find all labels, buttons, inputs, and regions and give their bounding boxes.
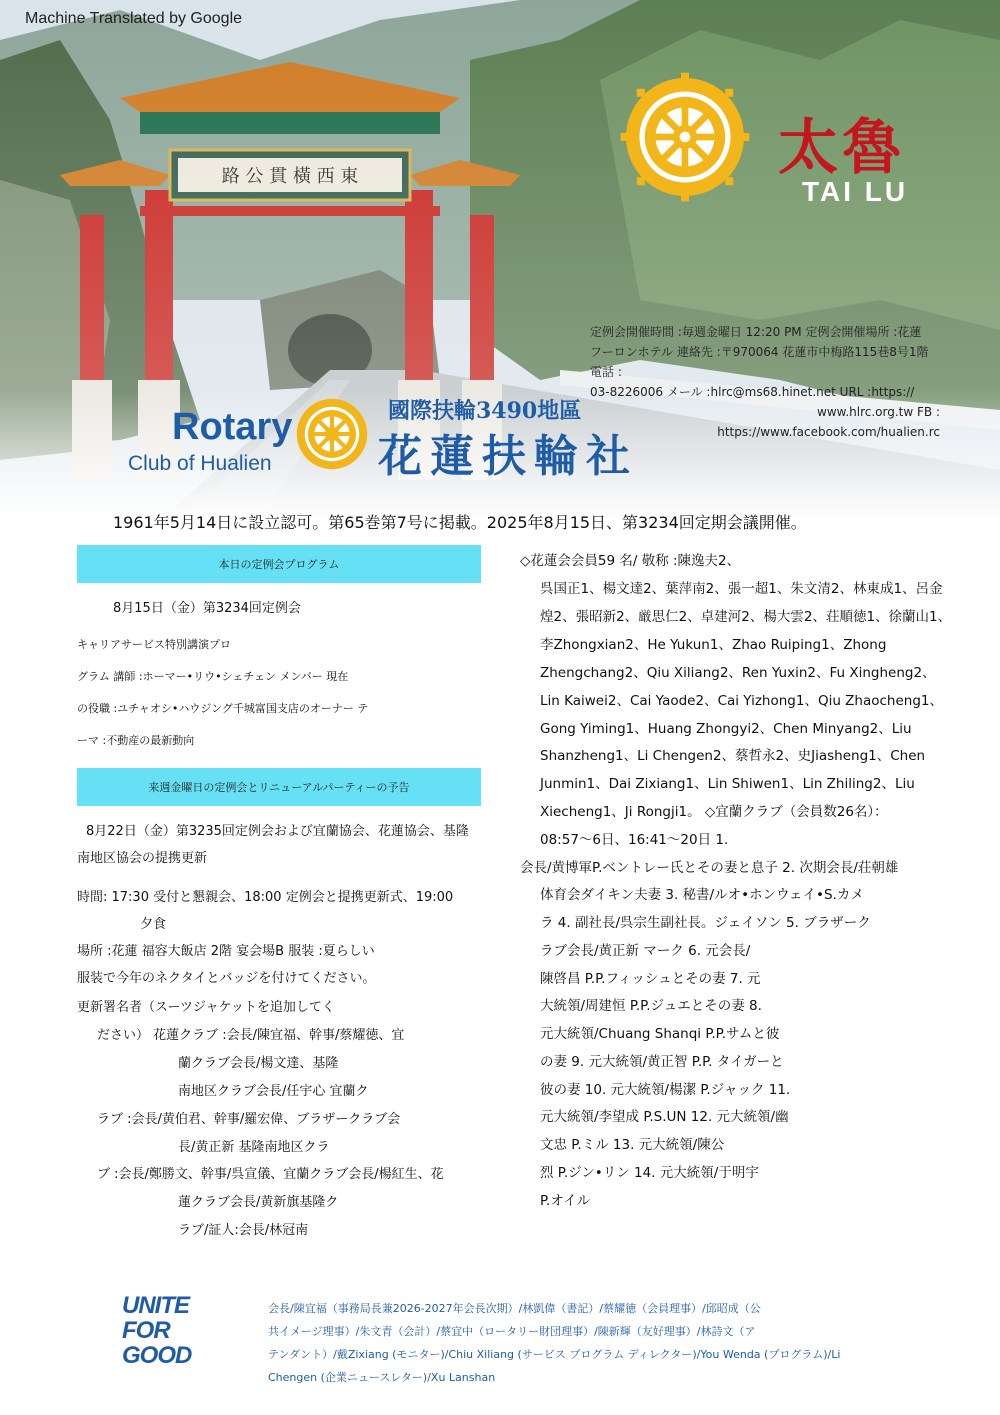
- footer-line: Chengen (企業ニュースレター)/Xu Lanshan: [268, 1371, 496, 1384]
- signer-line: 蓮クラブ会長/黄新旗基隆ク: [178, 1195, 339, 1210]
- member-line: ◇花蓮会会員59 名/ 敬称 :陳逸夫2、: [520, 553, 741, 569]
- officer-line: 元大統領/Chuang Shanqi P.P.サムと彼: [540, 1026, 780, 1042]
- place-line: 場所 :花蓮 福容大飯店 2階 宴会場B 服装 :夏らしい: [77, 944, 375, 959]
- member-line: Junmin1、Dai Zixiang1、Lin Shiwen1、Lin Zhiling2、Liu: [540, 776, 915, 792]
- officer-line: の妻 9. 元大統領/黄正智 P.P. タイガーと: [540, 1054, 784, 1070]
- time-line: 時間: 17:30 受付と懇親会、18:00 定例会と提携更新式、19:00: [77, 890, 454, 905]
- member-line: 呉国正1、楊文達2、葉萍南2、張一超1、朱文清2、林東成1、呂金: [540, 581, 943, 597]
- section-bar-label: 本日の定例会プログラム: [218, 558, 340, 571]
- machine-translated-label: Machine Translated by Google: [25, 10, 243, 27]
- officer-line: 元大統領/李望成 P.S.UN 12. 元大統領/幽: [540, 1109, 789, 1125]
- signer-line: 南地区クラブ会長/任宇心 宜蘭ク: [178, 1084, 369, 1099]
- rotary-wheel-icon: [618, 70, 752, 204]
- officer-line: 体育会ダイキン夫妻 3. 秘書/ルオ•ホンウェイ•S.カメ: [540, 887, 864, 903]
- club-cjk-title: 花蓮扶輪社: [378, 431, 638, 482]
- program-line: キャリアサービス特別講演プロ: [77, 638, 231, 651]
- meeting-info-line: 定例会開催時間 :毎週金曜日 12:20 PM 定例会開催場所 :花蓮: [590, 325, 922, 339]
- signer-line: ださい） 花蓮クラブ :会長/陳宜福、幹事/蔡耀徳、宜: [97, 1028, 405, 1043]
- member-line: Lin Kaiwei2、Cai Yaode2、Cai Yizhong1、Qiu Zhaocheng1、: [540, 693, 944, 709]
- officer-line: ラブ会長/黄正新 マーク 6. 元会長/: [540, 943, 751, 959]
- program-line: グラム 講師 :ホーマー•リウ•シェチェン メンバー 現在: [77, 670, 349, 683]
- member-line: Gong Yiming1、Huang Zhongyi2、Chen Minyang2、Liu: [540, 721, 912, 737]
- member-line: Shanzheng1、Li Chengen2、蔡哲永2、史Jiasheng1、Chen: [540, 748, 926, 764]
- signer-line: ブ :会長/鄭勝文、幹事/呉宣儀、宜蘭クラブ会長/楊紅生、花: [97, 1167, 444, 1182]
- meeting-info-line: https://www.facebook.com/hualien.rc: [717, 425, 940, 439]
- officer-line: ラ 4. 副社長/呉宗生副社長。ジェイソン 5. ブラザーク: [540, 915, 871, 931]
- tailu-cjk-title: 太魯: [778, 113, 906, 183]
- member-line: 煌2、張昭新2、厳思仁2、卓建河2、楊大雲2、荘順徳1、徐蘭山1、: [540, 609, 952, 625]
- footer-line: 共イメージ理事）/朱文青（会計）/蔡宜中（ロータリー財団理事）/陳新輝（友好理事）/林詩文（ア: [268, 1325, 756, 1338]
- signer-line: 蘭クラブ会長/楊文達、基隆: [178, 1056, 339, 1071]
- rotary-small-wheel-icon: [292, 394, 372, 474]
- officer-line: 文忠 P.ミル 13. 元大統領/陳公: [540, 1137, 725, 1153]
- tailu-title: TAI LU: [802, 176, 909, 207]
- officer-line: 彼の妻 10. 元大統領/楊潔 P.ジャック 11.: [540, 1082, 791, 1098]
- rotary-logo-text: Rotary: [172, 406, 293, 448]
- intro-line: 1961年5月14日に設立認可。第65巻第7号に掲載。2025年8月15日、第3234回定期会議開催。: [113, 513, 807, 532]
- unite-for-good-logo: [122, 1293, 191, 1368]
- footer-line: テンダント）/戴Zixiang (モニター)/Chiu Xiliang (サービス プログラム ディレクター)/You Wenda (プログラム)/Li: [268, 1348, 841, 1361]
- header-banner: [0, 0, 1000, 520]
- meeting-info-line: www.hlrc.org.tw FB :: [817, 405, 940, 419]
- club-of-hualien-text: Club of Hualien: [128, 452, 272, 475]
- officer-line: 陳啓昌 P.P.フィッシュとその妻 7. 元: [540, 971, 761, 987]
- footer-line: 会長/陳宜福（事務局長兼2026-2027年会長次期）/林凱偉（書記）/蔡耀徳（会員理事）/邱昭成（公: [268, 1302, 761, 1315]
- section-bar-label: 来週金曜日の定例会とリニューアルパーティーの予告: [148, 781, 410, 794]
- signer-line: 更新署名者（スーツジャケットを追加してく: [77, 1000, 335, 1015]
- officer-line: 会長/黄博軍P.ベントレー氏とその妻と息子 2. 次期会長/荘朝雄: [520, 860, 899, 876]
- program-line: ーマ :不動産の最新動向: [77, 734, 195, 747]
- place-line: 服装で今年のネクタイとバッジを付けてください。: [77, 971, 376, 986]
- section-bar-today-program: [77, 545, 481, 583]
- meeting-info-line: 03-8226006 メール :hlrc@ms68.hinet.net URL :https://: [590, 385, 915, 399]
- program-line: の役職 :ユチャオシ•ハウジング千城富国支店のオーナー テ: [77, 702, 369, 715]
- signer-line: ラブ/証人:会長/林冠南: [178, 1223, 309, 1238]
- logo-line: GOOD: [122, 1342, 192, 1369]
- member-line: Zhengchang2、Qiu Xiliang2、Ren Yuxin2、Fu Xingheng2、: [540, 665, 936, 681]
- program-date: 8月15日（金）第3234回定例会: [113, 601, 301, 616]
- next-meeting-line: 8月22日（金）第3235回定例会および宜蘭協会、花蓮協会、基隆: [86, 824, 469, 839]
- signer-line: ラブ :会長/黄伯君、幹事/羅宏偉、ブラザークラブ会: [97, 1112, 401, 1127]
- signer-line: 長/黄正新 基隆南地区クラ: [178, 1140, 330, 1155]
- officer-line: 大統領/周建恒 P.P.ジュエとその妻 8.: [540, 998, 762, 1014]
- meeting-info: [590, 322, 940, 442]
- time-line: 夕食: [140, 917, 167, 932]
- next-meeting-line: 南地区協会の提携更新: [77, 851, 208, 866]
- member-line: Xiecheng1、Ji Rongji1。 ◇宜蘭クラブ（会員数26名）：: [540, 804, 888, 820]
- member-line: 李Zhongxian2、He Yukun1、Zhao Ruiping1、Zhong: [540, 637, 887, 653]
- section-bar-next-meeting: [77, 768, 481, 806]
- member-line: 08:57～6日、16:41～20日 1.: [540, 832, 729, 848]
- officer-line: 烈 P.ジン•リン 14. 元大統領/于明宇: [540, 1165, 759, 1181]
- footer-officers: [268, 1297, 868, 1389]
- district-title: 國際扶輪3490地區: [388, 398, 582, 424]
- logo-line: UNITE: [122, 1292, 189, 1319]
- officer-line: P.オイル: [540, 1193, 591, 1209]
- meeting-info-line: フーロンホテル 連絡先 :〒970064 花蓮市中梅路115巷8号1階 電話 :: [590, 345, 929, 379]
- logo-line: FOR: [122, 1317, 170, 1344]
